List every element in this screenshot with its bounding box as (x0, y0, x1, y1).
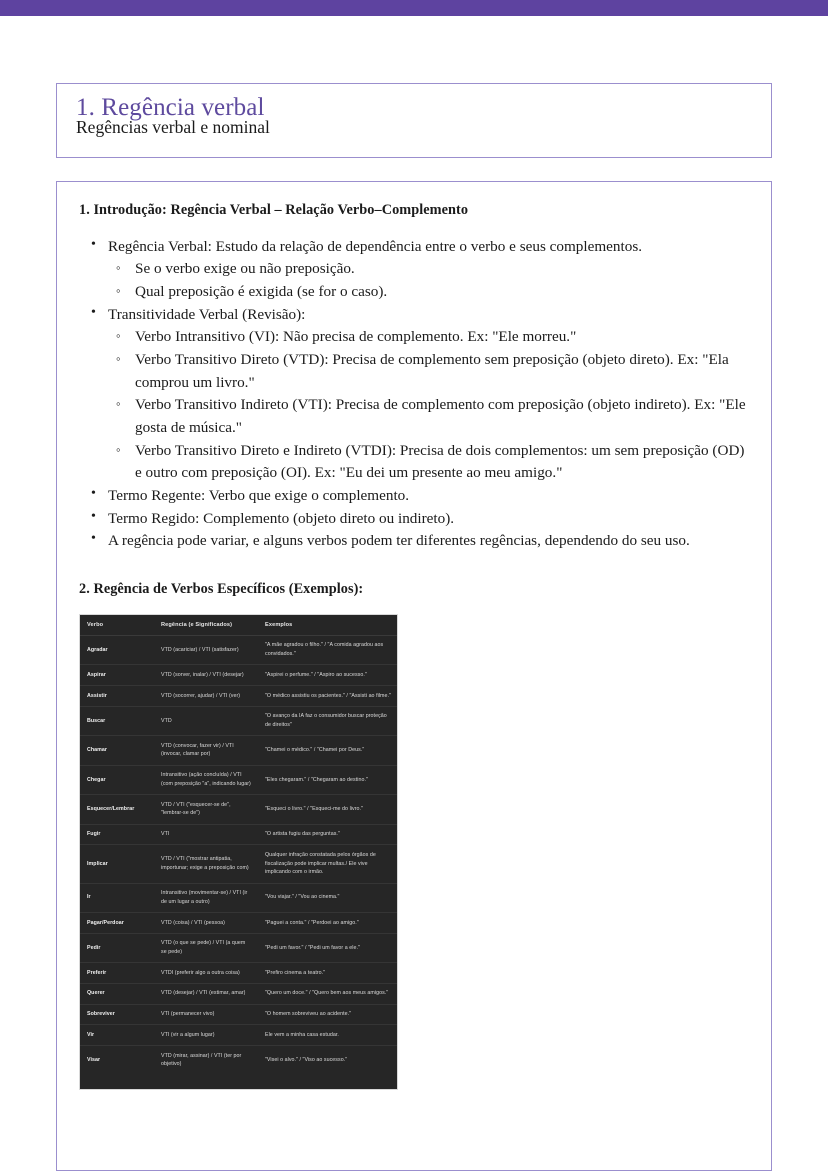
section-heading-examples: 2. Regência de Verbos Específicos (Exemplos): (79, 580, 364, 597)
table-cell-exemplos: "Pedi um favor." / "Pedi um favor a ele." (258, 933, 397, 962)
table-row (80, 1025, 397, 1046)
table-row (80, 686, 397, 707)
table-bottom-padding (80, 1075, 397, 1089)
table-cell-regencia: VTD (acariciar) / VTI (satisfazer) (154, 635, 258, 664)
table-body (80, 635, 397, 1074)
table-row (80, 635, 397, 664)
table-cell-verbo: Ir (80, 883, 154, 912)
column-header-exemplos: Exemplos (258, 615, 397, 636)
table-row (80, 913, 397, 934)
sub-list (108, 258, 749, 303)
table-cell-verbo: Aspirar (80, 665, 154, 686)
table-cell-verbo: Esquecer/Lembrar (80, 795, 154, 824)
table-cell-exemplos: "Chamei o médico." / "Chamei por Deus." (258, 736, 397, 765)
table-cell-regencia: VTDI (preferir algo a outra coisa) (154, 963, 258, 984)
list-item-text: • Regência Verbal: Estudo da relação de dependência entre o verbo e seus complementos. (108, 236, 749, 258)
table-cell-regencia: Intransitivo (movimentar-se) / VTI (ir de um lugar a outro) (154, 883, 258, 912)
table-row (80, 706, 397, 735)
table-row (80, 736, 397, 765)
table-row (80, 824, 397, 845)
table-header-row (80, 615, 397, 636)
table-cell-verbo: Vir (80, 1025, 154, 1046)
section-heading-intro: 1. Introdução: Regência Verbal – Relação Verbo–Complemento (79, 202, 469, 218)
list-item: ◦ Verbo Transitivo Direto (VTD): Precisa de complemento sem preposição (objeto direto). Ex: "Ela comprou um livro." (108, 349, 749, 394)
table-cell-exemplos: "Prefiro cinema a teatro." (258, 963, 397, 984)
table-cell-verbo: Visar (87, 1057, 101, 1064)
table-row (80, 795, 397, 824)
list-item-text: • A regência pode variar, e alguns verbos podem ter diferentes regências, dependendo do seu uso. (108, 530, 749, 552)
table-row (80, 963, 397, 984)
table-cell-exemplos: "Eles chegaram." / "Chegaram ao destino." (258, 765, 397, 794)
intro-bullet-list (79, 236, 749, 553)
table-cell-exemplos: Qualquer infração constatada pelos órgãos de fiscalização pode implicar multas./ Ele vive implicando com o irmão. (258, 845, 397, 883)
table-row (80, 845, 397, 883)
table-row (80, 883, 397, 912)
table-cell-exemplos: "O avanço da IA faz o consumidor buscar proteção de direitos" (258, 706, 397, 735)
table-cell-verbo: Chegar (80, 765, 154, 794)
table-cell-verbo: Sobreviver (80, 1004, 154, 1025)
table-cell-exemplos: "A mãe agradou o filho." / "A comida agradou aos convidados." (258, 635, 397, 664)
table-cell-regencia: VTI (vir a algum lugar) (154, 1025, 258, 1046)
table-row (80, 933, 397, 962)
table-cell-regencia: VTI (154, 824, 258, 845)
table-cell-verbo: Querer (80, 983, 154, 1004)
table-cell-regencia: VTD (mirar, assinar) / VTI (ter por objetivo) (161, 1052, 242, 1068)
table-cell-exemplos: "Esqueci o livro." / "Esqueci-me do livro." (258, 795, 397, 824)
table-cell-verbo: Assistir (80, 686, 154, 707)
list-item: ◦ Verbo Transitivo Direto e Indireto (VTDI): Precisa de dois complementos: um sem preposição (OD) e outro com preposição (OI). Ex: "Eu dei um presente ao meu amigo." (108, 440, 749, 485)
table-cell-verbo: Preferir (80, 963, 154, 984)
table-cell-exemplos: "O homem sobreviveu ao acidente." (258, 1004, 397, 1025)
table-row (80, 765, 397, 794)
list-item: ◦ Verbo Transitivo Indireto (VTI): Precisa de complemento com preposição (objeto indireto). Ex: "Ele gosta de música." (108, 394, 749, 439)
list-item (79, 304, 749, 484)
table-cell-verbo: Agradar (80, 635, 154, 664)
column-header-verbo: Verbo (80, 615, 154, 636)
column-header-regencia: Regência (e Significados) (154, 615, 258, 636)
table-cell-verbo: Buscar (80, 706, 154, 735)
table-row (80, 665, 397, 686)
table-cell-verbo: Chamar (80, 736, 154, 765)
table-cell-exemplos: "O médico assistiu os pacientes." / "Assisti ao filme." (258, 686, 397, 707)
table-row (80, 983, 397, 1004)
list-item-text: • Transitividade Verbal (Revisão): (108, 304, 749, 326)
table-cell-regencia: VTD (convocar, fazer vir) / VTI (invocar, clamar por) (154, 736, 258, 765)
content-card (56, 181, 772, 1171)
table-cell-regencia: VTD (o que se pede) / VTI (a quem se pede) (154, 933, 258, 962)
table-cell-regencia: VTD / VTI ("mostrar antipatia, importunar; exige a preposição com) (154, 845, 258, 883)
list-item-text: • Termo Regente: Verbo que exige o complemento. (108, 485, 749, 507)
list-item (79, 508, 749, 530)
list-item (79, 485, 749, 507)
page-body (0, 83, 828, 1171)
verb-table-grid (80, 615, 397, 1075)
table-cell-verbo: Pedir (80, 933, 154, 962)
table-row (80, 1046, 397, 1075)
table-cell-exemplos: "Paguei a conta." / "Perdoei ao amigo." (258, 913, 397, 934)
table-cell-regencia: Intransitivo (ação concluída) / VTI (com preposição "a", indicando lugar) (154, 765, 258, 794)
table-cell-exemplos: Ele vem a minha casa estudar. (258, 1025, 397, 1046)
table-cell-exemplos: "Visei o alvo." / "Viso ao sucesso." (265, 1057, 348, 1064)
table-cell-verbo: Pagar/Perdoar (80, 913, 154, 934)
page-subtitle: Regências verbal e nominal (76, 117, 270, 137)
verb-regency-table (79, 614, 398, 1090)
table-cell-exemplos: "Quero um doce." / "Quero bem aos meus amigos." (258, 983, 397, 1004)
table-cell-regencia: VTD (desejar) / VTI (estimar, amar) (154, 983, 258, 1004)
list-item: ◦ Verbo Intransitivo (VI): Não precisa de complemento. Ex: "Ele morreu." (108, 326, 749, 348)
table-row (80, 1004, 397, 1025)
list-item (79, 236, 749, 304)
sub-list (108, 326, 749, 484)
table-cell-regencia: VTD (sorver, inalar) / VTI (desejar) (154, 665, 258, 686)
table-cell-exemplos: "O artista fugiu das perguntas." (258, 824, 397, 845)
table-cell-regencia: VTD / VTI ("esquecer-se de", "lembrar-se de") (154, 795, 258, 824)
list-item (79, 530, 749, 552)
list-item: ◦ Se o verbo exige ou não preposição. (108, 258, 749, 280)
table-cell-exemplos: "Aspirei o perfume." / "Aspiro ao sucesso." (258, 665, 397, 686)
table-cell-verbo: Fugir (80, 824, 154, 845)
table-head (80, 615, 397, 636)
table-cell-regencia: VTI (permanecer vivo) (154, 1004, 258, 1025)
list-item-text: • Termo Regido: Complemento (objeto direto ou indireto). (108, 508, 749, 530)
list-item: ◦ Qual preposição é exigida (se for o caso). (108, 281, 749, 303)
page-title: 1. Regência verbal (76, 94, 265, 121)
table-cell-regencia: VTD (coisa) / VTI (pessoa) (154, 913, 258, 934)
title-card (56, 83, 772, 158)
table-cell-regencia: VTD (154, 706, 258, 735)
table-cell-exemplos: "Vou viajar." / "Vou ao cinema." (258, 883, 397, 912)
table-cell-verbo: Implicar (80, 845, 154, 883)
table-cell-regencia: VTD (socorrer, ajudar) / VTI (ver) (154, 686, 258, 707)
top-accent-bar (0, 0, 828, 16)
